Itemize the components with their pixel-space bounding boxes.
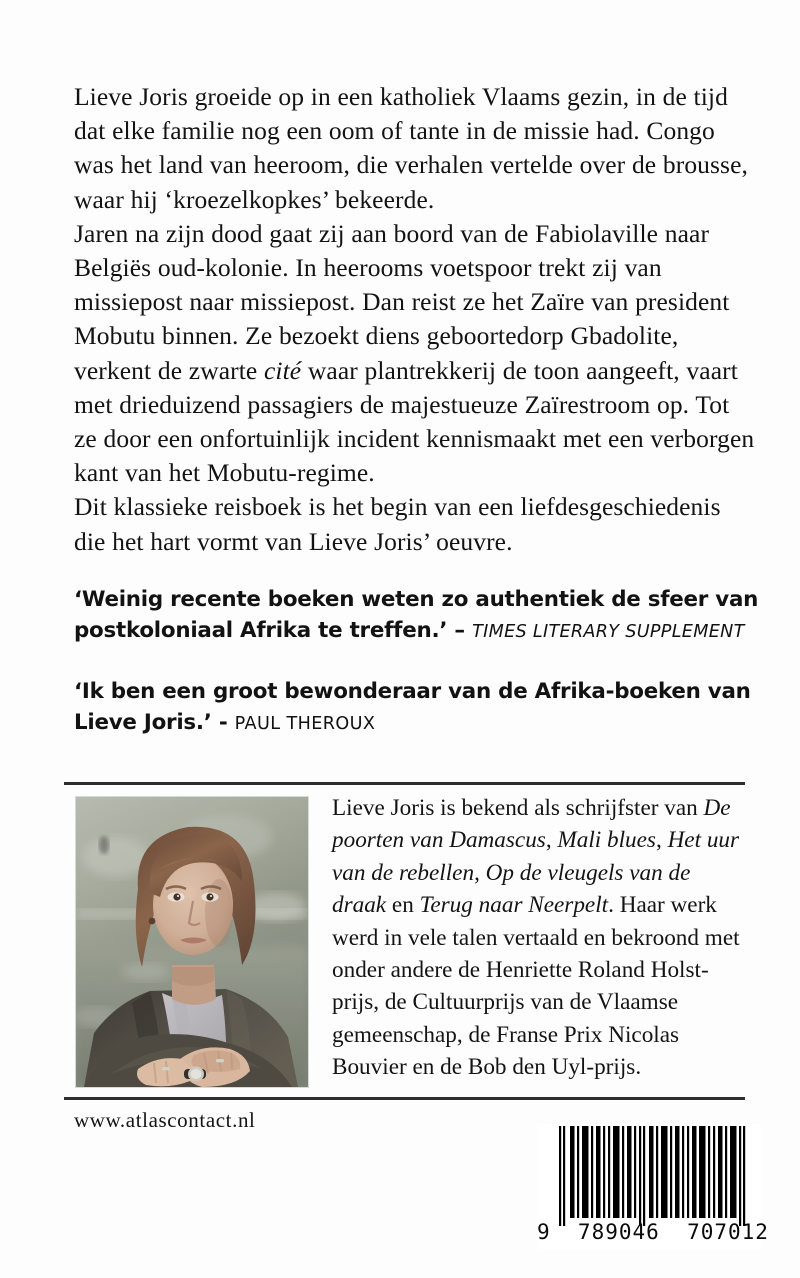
author-photo — [76, 797, 308, 1087]
author-portrait-illustration — [76, 797, 308, 1087]
pull-quote-2-source: PAUL THEROUX — [234, 713, 376, 734]
bio-book-title-4: Op de vleugels van de draak — [332, 859, 691, 919]
pull-quote-2 — [74, 677, 764, 739]
blurb-paragraph-2 — [74, 217, 758, 491]
bio-separator-2: , — [655, 827, 668, 854]
bio-book-title-1: De poorten van Damascus — [332, 795, 731, 854]
barcode-bars-svg — [537, 1124, 761, 1226]
pull-quote-2-text: ‘Ik ben een groot bewonderaar van de Afrika-boeken van Lieve Joris.’ - — [74, 679, 751, 735]
barcode-digits: 9 789046 707012 — [537, 1220, 769, 1244]
bio-separator-3: , — [474, 859, 486, 886]
bio-outro: . Haar werk werd in vele talen vertaald en bekroond met onder andere de Henriette Roland Holst-prijs, de Cultuurprijs van de Vlaamse gemeenschap, de Franse Prix Nicolas Bouvier en de Bob den Uyl-prijs. — [332, 892, 740, 1081]
blurb-text — [74, 80, 758, 559]
blurb-p2-part1: Jaren na zijn dood gaat zij aan boord van de Fabiolaville naar Belgiës oud-kolonie. In heerooms voetspoor trekt zij van missiepost naar missiepost. Dan reist ze het Zaïre van president Mobutu binnen. Ze bezoekt diens geboortedorp Gbadolite, verkent de zwarte — [74, 218, 730, 385]
bio-separator-1: , — [545, 827, 558, 854]
blurb-p2-part2: waar plantrekkerij de toon aangeeft, vaart met drieduizend passagiers de majestueuze Zaïrestroom op. Tot ze door een onfortuinlijk incident kennismaakt met een verborgen kant van het Mobutu-regime. — [74, 355, 755, 488]
barcode-bars — [537, 1124, 761, 1226]
divider-top — [64, 782, 745, 785]
bio-book-title-5: Terug naar Neerpelt — [419, 892, 609, 919]
author-bio — [332, 792, 748, 1084]
publisher-website[interactable]: www.atlascontact.nl — [74, 1108, 256, 1132]
blurb-paragraph-3: Dit klassieke reisboek is het begin van een liefdesgeschiedenis die het hart vormt van Lieve Joris’ oeuvre. — [74, 492, 721, 556]
author-bio-paragraph — [332, 792, 748, 1084]
bio-book-title-2: Mali blues — [557, 827, 656, 854]
bio-separator-4: en — [386, 892, 420, 919]
divider-bottom — [64, 1097, 745, 1100]
bio-intro: Lieve Joris is bekend als schrijfster van — [332, 795, 704, 821]
bio-book-title-3: Het uur van de rebellen — [332, 827, 740, 886]
pull-quote-1-text: ‘Weinig recente boeken weten zo authentiek de sfeer van postkoloniaal Afrika te treffen.’ – — [74, 587, 759, 643]
pull-quote-1 — [74, 585, 764, 647]
blurb-paragraph-1: Lieve Joris groeide op in een katholiek Vlaams gezin, in de tijd dat elke familie nog een oom of tante in de missie had. Congo was het land van heeroom, die verhalen vertelde over de brousse, waar hij ‘kroezelkopkes’ bekeerde. — [74, 82, 748, 214]
blurb-p2-italic-cite: cité — [264, 355, 302, 385]
ean13-barcode — [537, 1124, 769, 1249]
pull-quote-1-source: TIMES LITERARY SUPPLEMENT — [472, 621, 745, 642]
pull-quotes — [74, 585, 764, 739]
